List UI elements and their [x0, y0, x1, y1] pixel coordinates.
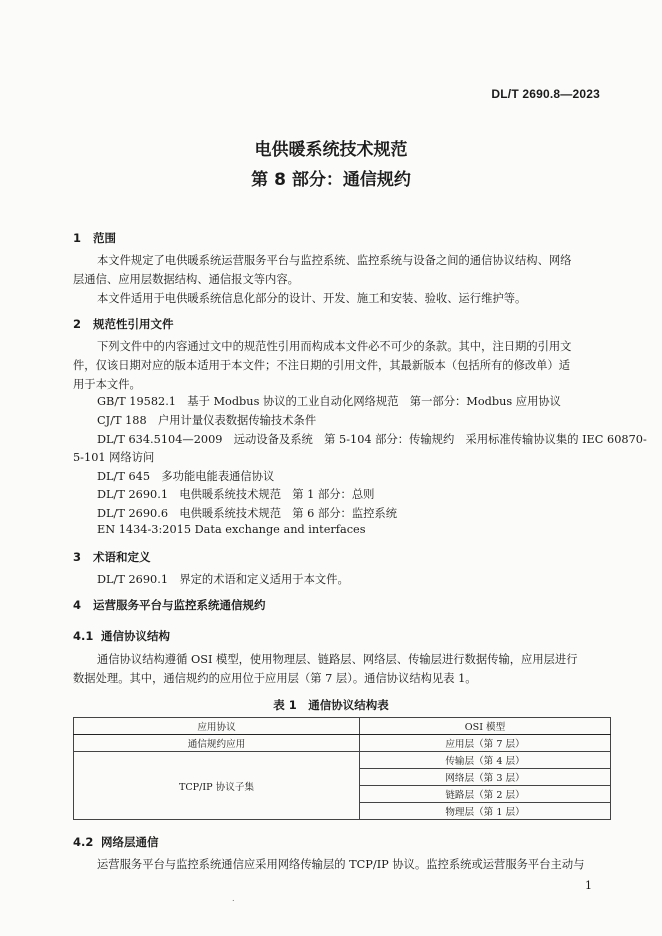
table-row [74, 735, 611, 752]
reference-item: CJ/T 188 户用计量仪表数据传输技术条件 [97, 414, 317, 427]
reference-item: DL/T 2690.1 电供暖系统技术规范 第 1 部分：总则 [97, 488, 375, 501]
reference-item: EN 1434-3:2015 Data exchange and interfaces [97, 523, 366, 536]
section-4-title: 运营服务平台与监控系统通信规约 [93, 598, 266, 612]
section-3-number: 3 [73, 550, 82, 564]
table-cell: 应用层（第 7 层） [360, 735, 611, 752]
section-2-para-line-1: 下列文件中的内容通过文中的规范性引用而构成本文件必不可少的条款。其中，注日期的引用文 [97, 340, 572, 353]
reference-item: GB/T 19582.1 基于 Modbus 协议的工业自动化网络规范 第一部分：Modbus 应用协议 [97, 395, 561, 408]
table-header-cell: OSI 模型 [360, 718, 611, 735]
section-4-2-heading [73, 834, 159, 850]
section-2-para-line-2: 件，仅该日期对应的版本适用于本文件；不注日期的引用文件，其最新版本（包括所有的修改单）适 [73, 359, 571, 372]
section-1-para-1-line-1: 本文件规定了电供暖系统运营服务平台与监控系统、监控系统与设备之间的通信协议结构、网络 [97, 254, 572, 267]
section-4-2-title: 网络层通信 [101, 835, 159, 849]
reference-item-continued: 5-101 网络访问 [73, 451, 155, 464]
table-1-caption: 表 1 通信协议结构表 [273, 698, 389, 712]
table-cell: 链路层（第 2 层） [360, 786, 611, 803]
section-3-para: DL/T 2690.1 界定的术语和定义适用于本文件。 [97, 573, 349, 586]
section-4-1-heading [73, 628, 170, 644]
section-2-para-line-3: 用于本文件。 [73, 378, 141, 391]
reference-item: DL/T 645 多功能电能表通信协议 [97, 470, 275, 483]
table-cell: 传输层（第 4 层） [360, 752, 611, 769]
section-4-1-title: 通信协议结构 [101, 629, 170, 643]
document-code: DL/T 2690.8—2023 [491, 87, 600, 101]
table-header-row [74, 718, 611, 735]
table-cell-merged: TCP/IP 协议子集 [74, 752, 360, 820]
section-4-2-para: 运营服务平台与监控系统通信应采用网络传输层的 TCP/IP 协议。监控系统或运营服务平台主动与 [97, 858, 585, 871]
reference-item: DL/T 634.5104—2009 远动设备及系统 第 5-104 部分：传输规约 采用标准传输协议集的 IEC 60870- [97, 433, 647, 446]
section-1-para-1-line-2: 层通信、应用层数据结构、通信报文等内容。 [73, 273, 299, 286]
section-4-1-number: 4.1 [73, 629, 94, 643]
page-number: 1 [585, 879, 592, 892]
scan-mark: . [232, 894, 235, 903]
section-1-number: 1 [73, 231, 82, 245]
section-1-para-2: 本文件适用于电供暖系统信息化部分的设计、开发、施工和安装、验收、运行维护等。 [97, 292, 527, 305]
section-1-heading [73, 230, 116, 246]
section-4-1-para-line-1: 通信协议结构遵循 OSI 模型，使用物理层、链路层、网络层、传输层进行数据传输，应用层进行 [97, 653, 578, 666]
document-subtitle: 第 8 部分：通信规约 [251, 170, 411, 190]
section-2-title: 规范性引用文件 [93, 317, 174, 331]
table-header-cell: 应用协议 [74, 718, 360, 735]
section-4-heading [73, 597, 266, 613]
protocol-structure-table [73, 717, 611, 820]
section-1-title: 范围 [93, 231, 116, 245]
section-3-heading [73, 549, 151, 565]
table-cell: 通信规约应用 [74, 735, 360, 752]
section-4-2-number: 4.2 [73, 835, 94, 849]
section-3-title: 术语和定义 [93, 550, 151, 564]
section-4-1-para-line-2: 数据处理。其中，通信规约的应用位于应用层（第 7 层）。通信协议结构见表 1。 [73, 672, 477, 685]
section-4-number: 4 [73, 598, 82, 612]
section-2-heading [73, 316, 174, 332]
table-row [74, 752, 611, 769]
reference-item: DL/T 2690.6 电供暖系统技术规范 第 6 部分：监控系统 [97, 507, 398, 520]
table-cell: 物理层（第 1 层） [360, 803, 611, 820]
table-cell: 网络层（第 3 层） [360, 769, 611, 786]
section-2-number: 2 [73, 317, 82, 331]
document-title: 电供暖系统技术规范 [254, 140, 408, 160]
